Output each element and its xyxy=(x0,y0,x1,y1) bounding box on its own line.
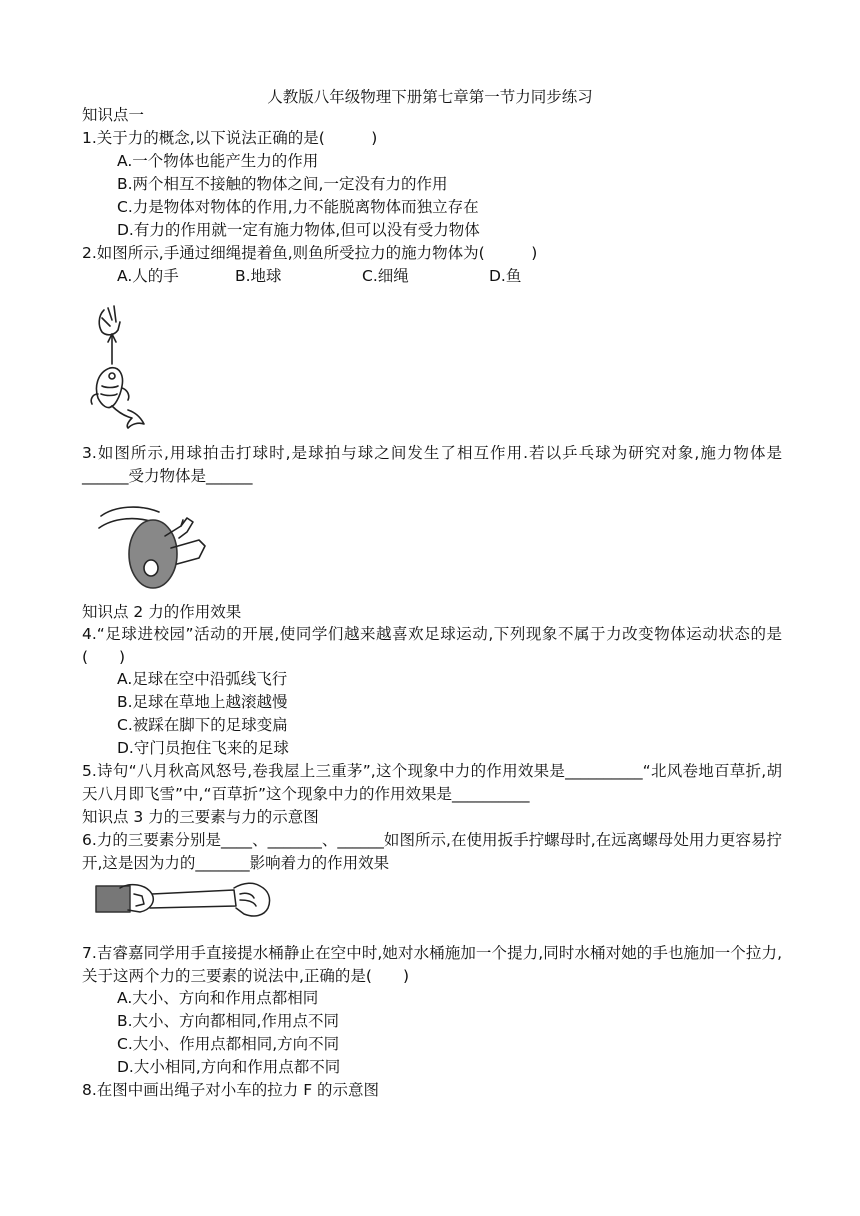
q2-option-d: D.鱼 xyxy=(489,267,522,285)
q6-text: 6.力的三要素分别是____、_______、______如图所示,在使用扳手拧螺母时,在远离螺母处用力更容易拧开,这是因为力的_______影响着力的作用效果 xyxy=(82,831,782,872)
q2-option-c: C.细绳 xyxy=(362,267,409,285)
q1-option-b: B.两个相互不接触的物体之间,一定没有力的作用 xyxy=(117,175,448,193)
q1-option-a: A.一个物体也能产生力的作用 xyxy=(117,152,319,170)
page-title: 人教版八年级物理下册第七章第一节力同步练习 xyxy=(267,88,593,106)
q4-option-b: B.足球在草地上越滚越慢 xyxy=(117,693,288,711)
q3-text: 3.如图所示,用球拍击打球时,是球拍与球之间发生了相互作用.若以乒乓球为研究对象,施力物体是______受力物体是______ xyxy=(82,444,782,485)
section-heading-2: 知识点 2 力的作用效果 xyxy=(82,603,242,621)
q7-option-a: A.大小、方向和作用点都相同 xyxy=(117,989,319,1007)
section-heading-3: 知识点 3 力的三要素与力的示意图 xyxy=(82,808,319,826)
q4-option-a: A.足球在空中沿弧线飞行 xyxy=(117,670,288,688)
q5-text: 5.诗句“八月秋高风怒号,卷我屋上三重茅”,这个现象中力的作用效果是__________“北风卷地百草折,胡天八月即飞雪”中,“百草折”这个现象中力的作用效果是__________ xyxy=(82,762,782,803)
q2-stem: 2.如图所示,手通过细绳提着鱼,则鱼所受拉力的施力物体为( ) xyxy=(82,244,538,262)
q4-option-c: C.被踩在脚下的足球变扁 xyxy=(117,716,288,734)
q2-option-b: B.地球 xyxy=(235,267,282,285)
section-heading-1: 知识点一 xyxy=(82,106,145,124)
q1-option-c: C.力是物体对物体的作用,力不能脱离物体而独立存在 xyxy=(117,198,479,216)
q8-text: 8.在图中画出绳子对小车的拉力 F 的示意图 xyxy=(82,1081,380,1099)
q1-option-d: D.有力的作用就一定有施力物体,但可以没有受力物体 xyxy=(117,221,480,239)
wrench-and-nut-figure xyxy=(94,880,276,920)
paddle-and-ball-figure xyxy=(95,498,207,596)
q2-option-a: A.人的手 xyxy=(117,267,179,285)
q1-stem: 1.关于力的概念,以下说法正确的是( ) xyxy=(82,129,378,147)
q7-option-c: C.大小、作用点都相同,方向不同 xyxy=(117,1035,340,1053)
q4-stem: 4.“足球进校园”活动的开展,使同学们越来越喜欢足球运动,下列现象不属于力改变物体运动状态的是( ) xyxy=(82,625,782,666)
fish-on-string-figure xyxy=(84,302,150,430)
q7-stem: 7.吉睿嘉同学用手直接提水桶静止在空中时,她对水桶施加一个提力,同时水桶对她的手也施加一个拉力,关于这两个力的三要素的说法中,正确的是( ) xyxy=(82,944,782,985)
q7-option-d: D.大小相同,方向和作用点都不同 xyxy=(117,1058,341,1076)
q2-options xyxy=(117,265,521,287)
q7-option-b: B.大小、方向都相同,作用点不同 xyxy=(117,1012,339,1030)
q4-option-d: D.守门员抱住飞来的足球 xyxy=(117,739,289,757)
